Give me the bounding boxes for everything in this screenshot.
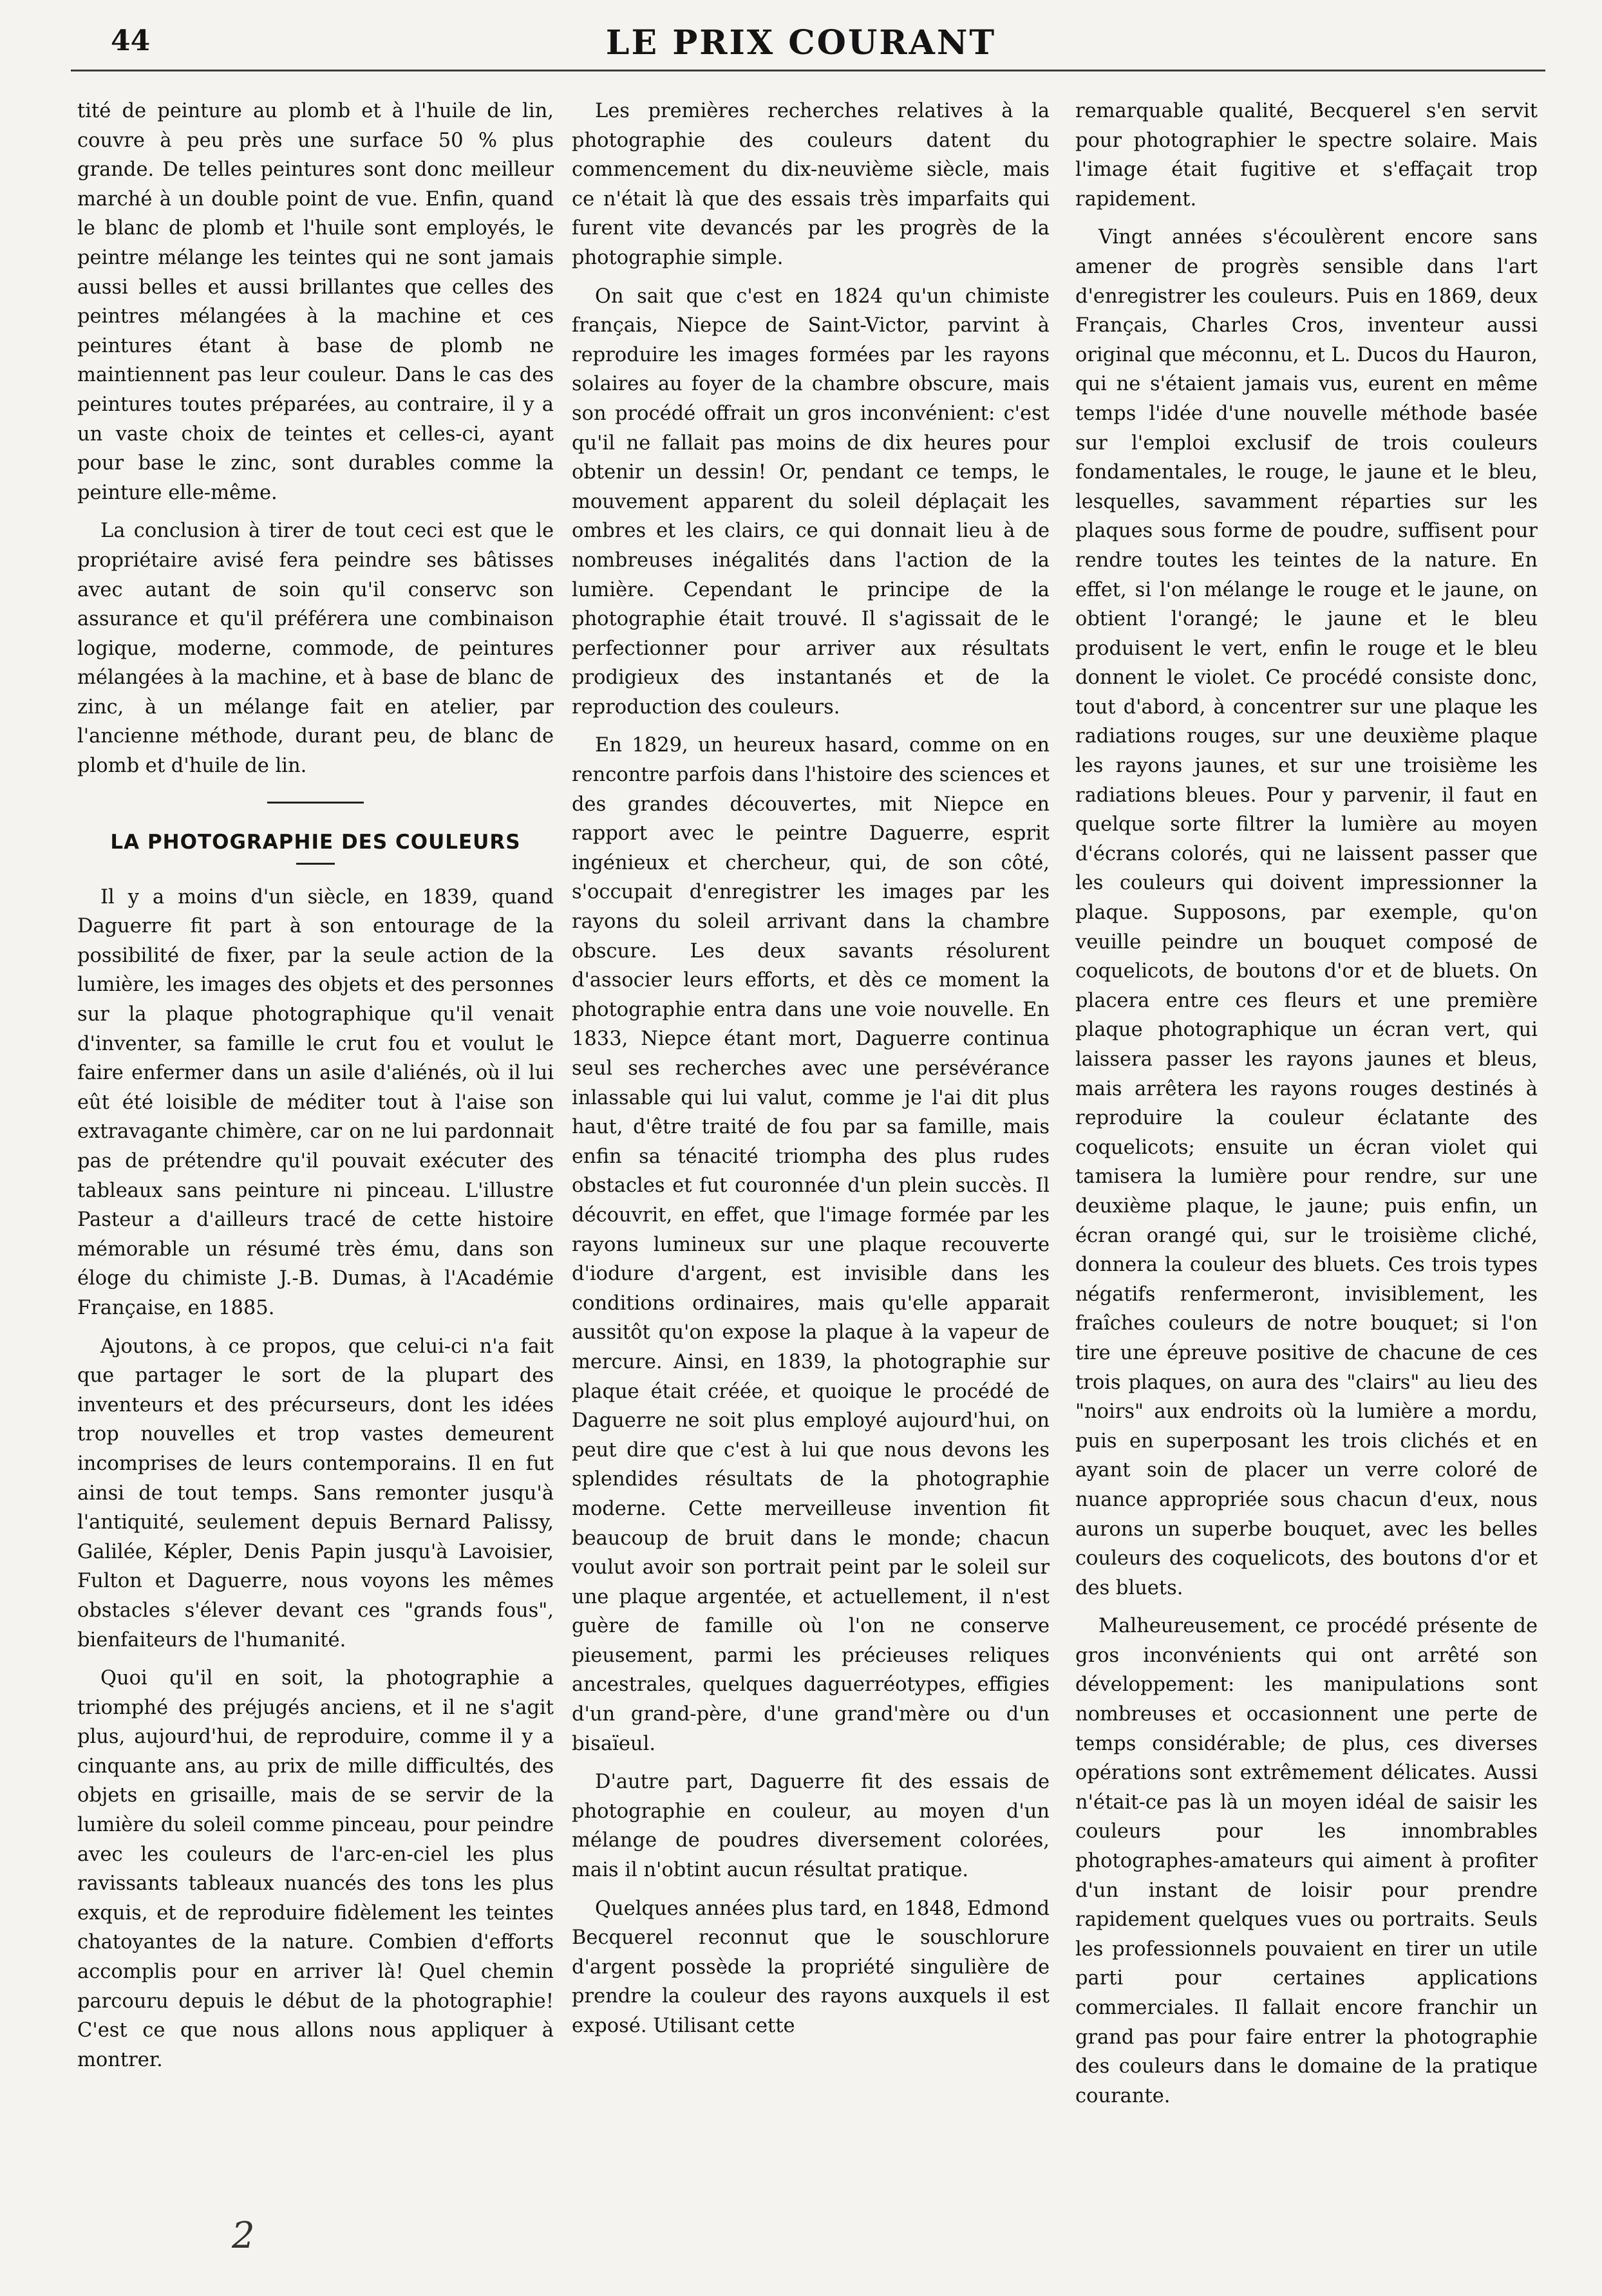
col1-paragraph-4: Ajoutons, à ce propos, que celui-ci n'a fait que partager le sort de la plupart des inventeurs et des précurseurs, dont les idées trop nouvelles et trop vastes demeurent incomprises de leurs contemporains. Il en fut ainsi de tout temps. Sans remonter jusqu'à l'antiquité, seulement depuis Bernard Palissy, Galilée, Képler, Denis Papin jusqu'à Lavoisier, Fulton et Daguerre, nous voyons les mêmes obstacles s'élever devant ces "grands fous", bienfaiteurs de l'humanité. xyxy=(77,1335,554,1651)
page-number: 44 xyxy=(111,24,151,57)
col1-paragraph-1: tité de peinture au plomb et à l'huile de lin, couvre à peu près une surface 50 % plus grande. De telles peintures sont donc meilleur marché à un double point de vue. Enfin, quand le blanc de plomb et l'huile sont employés, le peintre mélange les teintes qui ne sont jamais aussi belles et aussi brillantes que celles des peintres mélangées à la machine et ces peintures étant à base de plomb ne maintiennent pas leur couleur. Dans le cas des peintures toutes préparées, au contraire, il y a un vaste choix de teintes et celles-ci, ayant pour base le zinc, sont durables comme la peinture elle-même. xyxy=(77,100,554,504)
running-head-title: LE PRIX COURANT xyxy=(605,23,997,62)
col2-paragraph-1: Les premières recherches relatives à la photographie des couleurs datent du commencement du dix-neuvième siècle, mais ce n'était là que des essais très imparfaits qui furent vite devancés par les progrès de la photographie simple. xyxy=(572,100,1050,269)
handwritten-folio-mark: 2 xyxy=(232,2215,255,2257)
col2-paragraph-4: D'autre part, Daguerre fit des essais de photographie en couleur, au moyen d'un mélange de poudres diversement colorées, mais il n'obtint aucun résultat pratique. xyxy=(572,1771,1050,1882)
col2-paragraph-2: On sait que c'est en 1824 qu'un chimiste français, Niepce de Saint-Victor, parvint à reproduire les images formées par les rayons solaires au foyer de la chambre obscure, mais son procédé offrait un gros inconvénient: c'est qu'il ne fallait pas moins de dix heures pour obtenir un dessin! Or, pendant ce temps, le mouvement apparent du soleil déplaçait les ombres et les clairs, ce qui donnait lieu à de nombreuses inégalités dans l'action de la lumière. Cependant le principe de la photographie était trouvé. Il s'agissait de le perfectionner pour arriver aux résultats prodigieux des instantanés et de la reproduction des couleurs. xyxy=(572,285,1050,719)
col1-paragraph-5: Quoi qu'il en soit, la photographie a triomphé des préjugés anciens, et il ne s'agit plus, aujourd'hui, de reproduire, comme il y a cinquante ans, au prix de mille difficultés, des objets en grisaille, mais de se servir de la lumière du soleil comme pinceau, pour peindre avec les couleurs de l'arc-en-ciel les plus ravissants tableaux nuancés des tons les plus exquis, et de reproduire fidèlement les teintes chatoyantes de la nature. Combien d'efforts accomplis pour en arriver là! Quel chemin parcouru depuis le début de la photographie! C'est ce que nous allons nous appliquer à montrer. xyxy=(77,1667,554,2071)
col3-paragraph-2: Vingt années s'écoulèrent encore sans amener de progrès sensible dans l'art d'enregistrer les couleurs. Puis en 1869, deux Français, Charles Cros, inventeur aussi original que méconnu, et L. Ducos du Hauron, qui ne s'étaient jamais vus, eurent en même temps l'idée d'une nouvelle méthode basée sur l'emploi exclusif de trois couleurs fondamentales, le rouge, le jaune et le bleu, lesquelles, savamment réparties sur les plaques sous forme de poudre, suffisent pour rendre toutes les teintes de la nature. En effet, si l'on mélange le rouge et le jaune, on obtient l'orangé; le jaune et le bleu produisent le vert, enfin le rouge et le bleu donnent le violet. Ce procédé consiste donc, tout d'abord, à concentrer sur une plaque les radiations rouges, sur une deuxième plaque les rayons jaunes, et sur une troisième les radiations bleues. Pour y parvenir, il faut en quelque sorte filtrer la lumière au moyen d'écrans colorés, qui ne laissent passer que les couleurs qui doivent impressionner la plaque. Supposons, par exemple, qu'on veuille peindre un bouquet composé de coquelicots, de boutons d'or et de bluets. On placera entre ces fleurs et une première plaque photographique un écran vert, qui laissera passer les rayons jaunes et bleus, mais arrêtera les rayons rouges destinés à reproduire la couleur éclatante des coquelicots; ensuite un écran violet qui tamisera la lumière pour rendre, sur une deuxième plaque, le jaune; puis enfin, un écran orangé qui, sur le troisième cliché, donnera la couleur des bluets. Ces trois types négatifs renfermeront, invisiblement, les fraîches couleurs de notre bouquet; si l'on tire une épreuve positive de chacune de ces trois plaques, on aura des "clairs" au lieu des "noirs" aux endroits où la lumière a mordu, puis en superposant les trois clichés et en ayant soin de placer un verre coloré de nuance appropriée sous chacun d'eux, nous aurons un superbe bouquet, avec les belles couleurs des coquelicots, des boutons d'or et des bluets. xyxy=(1075,226,1538,1599)
section-divider xyxy=(267,802,364,804)
col2-paragraph-5: Quelques années plus tard, en 1848, Edmond Becquerel reconnut que le souschlorure d'argent possède la propriété singulière de prendre la couleur des rayons auxquels il est exposé. Utilisant cette xyxy=(572,1897,1050,2037)
title-dash xyxy=(296,863,335,865)
column-1 xyxy=(77,97,554,2084)
col1-paragraph-3: Il y a moins d'un siècle, en 1839, quand Daguerre fit part à son entourage de la possibilité de fixer, par la seule action de la lumière, les images des objets et des personnes sur la plaque photographique qu'il venait d'inventer, sa famille le crut fou et voulut le faire enfermer dans un asile d'aliénés, où il lui eût été loisible de méditer tout à l'aise son extravagante chimère, car on ne lui pardonnait pas de prétendre qu'il pouvait exécuter des tableaux sans peinture ni pinceau. L'illustre Pasteur a d'ailleurs tracé de cette histoire mémorable un résumé très ému, dans son éloge du chimiste J.-B. Dumas, à l'Académie Française, en 1885. xyxy=(77,885,554,1319)
col1-paragraph-2: La conclusion à tirer de tout ceci est que le propriétaire avisé fera peindre ses bâtisses avec autant de soin qu'il conservc son assurance et qu'il préférera une combinaison logique, moderne, commode, de peintures mélangées à la machine, et à base de blanc de zinc, à un mélange fait en atelier, par l'ancienne méthode, durant peu, de blanc de plomb et d'huile de lin. xyxy=(77,520,554,778)
header-rule xyxy=(71,70,1545,71)
section-title: LA PHOTOGRAPHIE DES COULEURS xyxy=(110,830,521,854)
col3-paragraph-3: Malheureusement, ce procédé présente de gros inconvénients qui ont arrêté son développement: les manipulations sont nombreuses et occasionnent une perte de temps considérable; de plus, ces diverses opérations sont extrêmement délicates. Aussi n'était-ce pas là un moyen idéal de saisir les couleurs pour les innombrables photographes-amateurs qui aiment à profiter d'un instant de loisir pour prendre rapidement quelques vues ou portraits. Seuls les professionnels pouvaient en tirer un utile parti pour certaines applications commerciales. Il fallait encore franchir un grand pas pour faire entrer la photographie des couleurs dans le domaine de la pratique courante. xyxy=(1075,1615,1538,2107)
column-3 xyxy=(1075,97,1538,2120)
col2-paragraph-3: En 1829, un heureux hasard, comme on en rencontre parfois dans l'histoire des sciences et des grandes découvertes, mit Niepce en rapport avec le peintre Daguerre, esprit ingénieux et chercheur, qui, de son côté, s'occupait d'enregistrer les images par les rayons du soleil arrivant dans la chambre obscure. Les deux savants résolurent d'associer leurs efforts, et dès ce moment la photographie entra dans une voie nouvelle. En 1833, Niepce étant mort, Daguerre continua seul ses recherches avec une persévérance inlassable qui lui valut, comme je l'ai dit plus haut, d'être traité de fou par sa famille, mais enfin sa ténacité triompha des plus rudes obstacles et fut couronnée d'un plein succès. Il découvrit, en effet, que l'image formée par les rayons lumineux sur une plaque recouverte d'iodure d'argent, est invisible dans les conditions ordinaires, mais qu'elle apparait aussitôt qu'on expose la plaque à la vapeur de mercure. Ainsi, en 1839, la photographie sur plaque était créée, et quoique le procédé de Daguerre ne soit plus employé aujourd'hui, on peut dire que c'est à lui que nous devons les splendides résultats de la photographie moderne. Cette merveilleuse invention fit beaucoup de bruit dans le monde; chacun voulut avoir son portrait peint par le soleil sur une plaque argentée, et actuellement, il n'est guère de famille où l'on ne conserve pieusement, parmi les précieuses reliques ancestrales, quelques daguerréotypes, effigies d'un grand-père, d'une grand'mère ou d'un bisaïeul. xyxy=(572,734,1050,1755)
col3-paragraph-1: remarquable qualité, Becquerel s'en servit pour photographier le spectre solaire. Mais l'image était fugitive et s'effaçait trop rapidement. xyxy=(1075,100,1538,211)
column-2 xyxy=(572,97,1050,2050)
